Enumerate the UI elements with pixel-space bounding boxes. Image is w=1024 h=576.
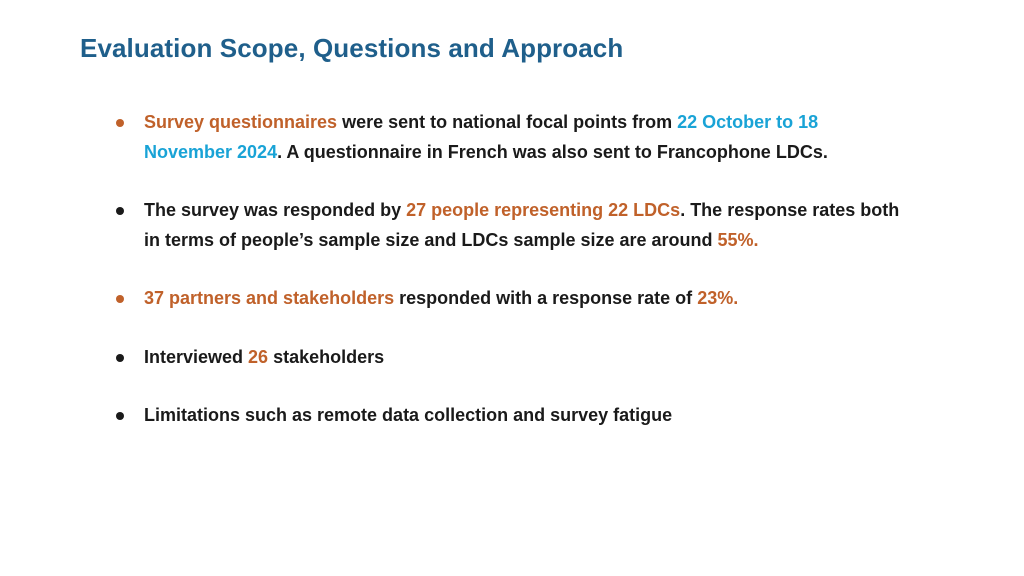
highlight-text: Survey questionnaires <box>144 112 338 132</box>
bullet-text: . A questionnaire in French was also sent to Francophone LDCs. <box>277 141 828 162</box>
bullet-list <box>110 108 910 431</box>
bullet-text: . The response rates both in terms of people’s sample size and LDCs sample size are around <box>144 200 900 250</box>
highlight-text: 27 people representing 22 LDCs <box>406 200 681 220</box>
bullet-dot-icon <box>116 295 124 303</box>
bullet-survey-response <box>110 196 910 255</box>
date-range-text: 22 October to 18 November 2024 <box>144 112 819 162</box>
highlight-text: 23%. <box>697 288 739 308</box>
bullet-dot-icon <box>116 412 124 420</box>
bullet-limitations <box>110 401 910 431</box>
highlight-text: 26 <box>248 346 269 367</box>
bullet-dot-icon <box>116 207 124 215</box>
bullet-interviews <box>110 343 910 373</box>
highlight-text: 55%. <box>717 229 759 250</box>
bullet-text: stakeholders <box>268 346 385 367</box>
bullet-text: Limitations such as remote data collection and survey fatigue <box>144 405 673 425</box>
bullet-text: responded with a response rate of <box>394 288 698 308</box>
bullet-text: were sent to national focal points from <box>337 112 678 132</box>
slide-title: Evaluation Scope, Questions and Approach <box>80 33 624 63</box>
bullet-partners-stakeholders <box>110 284 910 314</box>
highlight-text: 37 partners and stakeholders <box>144 288 395 308</box>
bullet-dot-icon <box>116 354 124 362</box>
bullet-text: Interviewed <box>144 346 249 367</box>
bullet-text: The survey was responded by <box>144 200 407 220</box>
bullet-dot-icon <box>116 119 124 127</box>
bullet-survey-questionnaires <box>110 108 910 167</box>
